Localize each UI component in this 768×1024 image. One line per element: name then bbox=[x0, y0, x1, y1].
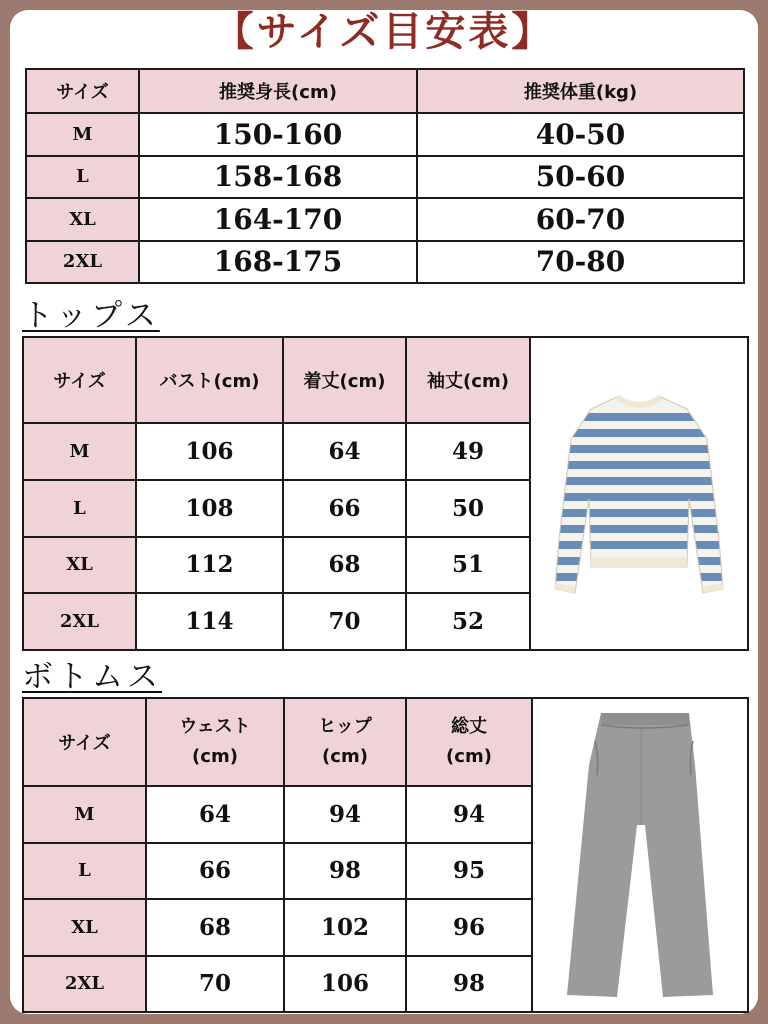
size-label: M bbox=[23, 423, 136, 480]
size-label: L bbox=[23, 843, 146, 900]
bottoms-header-waist: ウェスト (cm) bbox=[146, 698, 284, 786]
bust-value: 106 bbox=[136, 423, 283, 480]
bottoms-section-title: ボトムス bbox=[22, 659, 162, 695]
hip-value: 98 bbox=[284, 843, 406, 900]
tops-header-bust: バスト(cm) bbox=[136, 337, 283, 423]
shirt-stripe bbox=[539, 477, 739, 485]
length-value: 70 bbox=[283, 593, 406, 650]
bottoms-header-hip: ヒップ (cm) bbox=[284, 698, 406, 786]
total-length-value: 94 bbox=[406, 786, 532, 843]
hip-value: 102 bbox=[284, 899, 406, 956]
table-row bbox=[26, 113, 744, 156]
sleeve-value: 52 bbox=[406, 593, 530, 650]
size-label: M bbox=[26, 113, 139, 156]
table-row bbox=[26, 241, 744, 284]
size-label: L bbox=[26, 156, 139, 199]
guide-header-weight: 推奨体重(kg) bbox=[417, 69, 744, 113]
size-label: M bbox=[23, 786, 146, 843]
guide-header-height: 推奨身長(cm) bbox=[139, 69, 417, 113]
bust-value: 114 bbox=[136, 593, 283, 650]
sleeve-value: 50 bbox=[406, 480, 530, 537]
striped-shirt-icon bbox=[539, 379, 739, 609]
waist-value: 68 bbox=[146, 899, 284, 956]
tops-header-size: サイズ bbox=[23, 337, 136, 423]
waist-value: 70 bbox=[146, 956, 284, 1013]
page-title: 【サイズ目安表】 bbox=[213, 9, 555, 55]
weight-value: 70-80 bbox=[417, 241, 744, 284]
sleeve-value: 51 bbox=[406, 537, 530, 594]
bottoms-table bbox=[22, 697, 749, 1013]
bust-value: 112 bbox=[136, 537, 283, 594]
size-label: XL bbox=[26, 198, 139, 241]
bottoms-header-size: サイズ bbox=[23, 698, 146, 786]
total-length-value: 98 bbox=[406, 956, 532, 1013]
tops-section-title: トップス bbox=[22, 298, 160, 334]
hip-value: 106 bbox=[284, 956, 406, 1013]
height-value: 158-168 bbox=[139, 156, 417, 199]
bottoms-image-cell bbox=[532, 698, 748, 1012]
tops-image-cell bbox=[530, 337, 748, 650]
table-row bbox=[26, 198, 744, 241]
size-guide-table bbox=[25, 68, 745, 284]
shirt-stripe bbox=[539, 413, 739, 421]
hip-value: 94 bbox=[284, 786, 406, 843]
shirt-stripe bbox=[539, 525, 739, 533]
weight-value: 60-70 bbox=[417, 198, 744, 241]
size-label: L bbox=[23, 480, 136, 537]
height-value: 168-175 bbox=[139, 241, 417, 284]
bust-value: 108 bbox=[136, 480, 283, 537]
length-value: 66 bbox=[283, 480, 406, 537]
waist-value: 64 bbox=[146, 786, 284, 843]
shirt-stripe bbox=[539, 509, 739, 517]
guide-header-size: サイズ bbox=[26, 69, 139, 113]
size-label: 2XL bbox=[23, 956, 146, 1013]
shirt-stripe bbox=[539, 429, 739, 437]
table-row bbox=[26, 156, 744, 199]
bottoms-header-length: 総丈 (cm) bbox=[406, 698, 532, 786]
length-value: 68 bbox=[283, 537, 406, 594]
gray-pants-icon bbox=[555, 705, 725, 1005]
length-value: 64 bbox=[283, 423, 406, 480]
waist-value: 66 bbox=[146, 843, 284, 900]
size-label: XL bbox=[23, 537, 136, 594]
tops-table bbox=[22, 336, 749, 651]
size-label: 2XL bbox=[26, 241, 139, 284]
sleeve-value: 49 bbox=[406, 423, 530, 480]
size-label: 2XL bbox=[23, 593, 136, 650]
shirt-stripe bbox=[539, 461, 739, 469]
shirt-stripe bbox=[539, 493, 739, 501]
shirt-stripe bbox=[539, 541, 739, 549]
weight-value: 40-50 bbox=[417, 113, 744, 156]
tops-header-sleeve: 袖丈(cm) bbox=[406, 337, 530, 423]
shirt-stripe bbox=[539, 573, 739, 581]
total-length-value: 96 bbox=[406, 899, 532, 956]
size-label: XL bbox=[23, 899, 146, 956]
tops-header-length: 着丈(cm) bbox=[283, 337, 406, 423]
height-value: 164-170 bbox=[139, 198, 417, 241]
weight-value: 50-60 bbox=[417, 156, 744, 199]
total-length-value: 95 bbox=[406, 843, 532, 900]
height-value: 150-160 bbox=[139, 113, 417, 156]
